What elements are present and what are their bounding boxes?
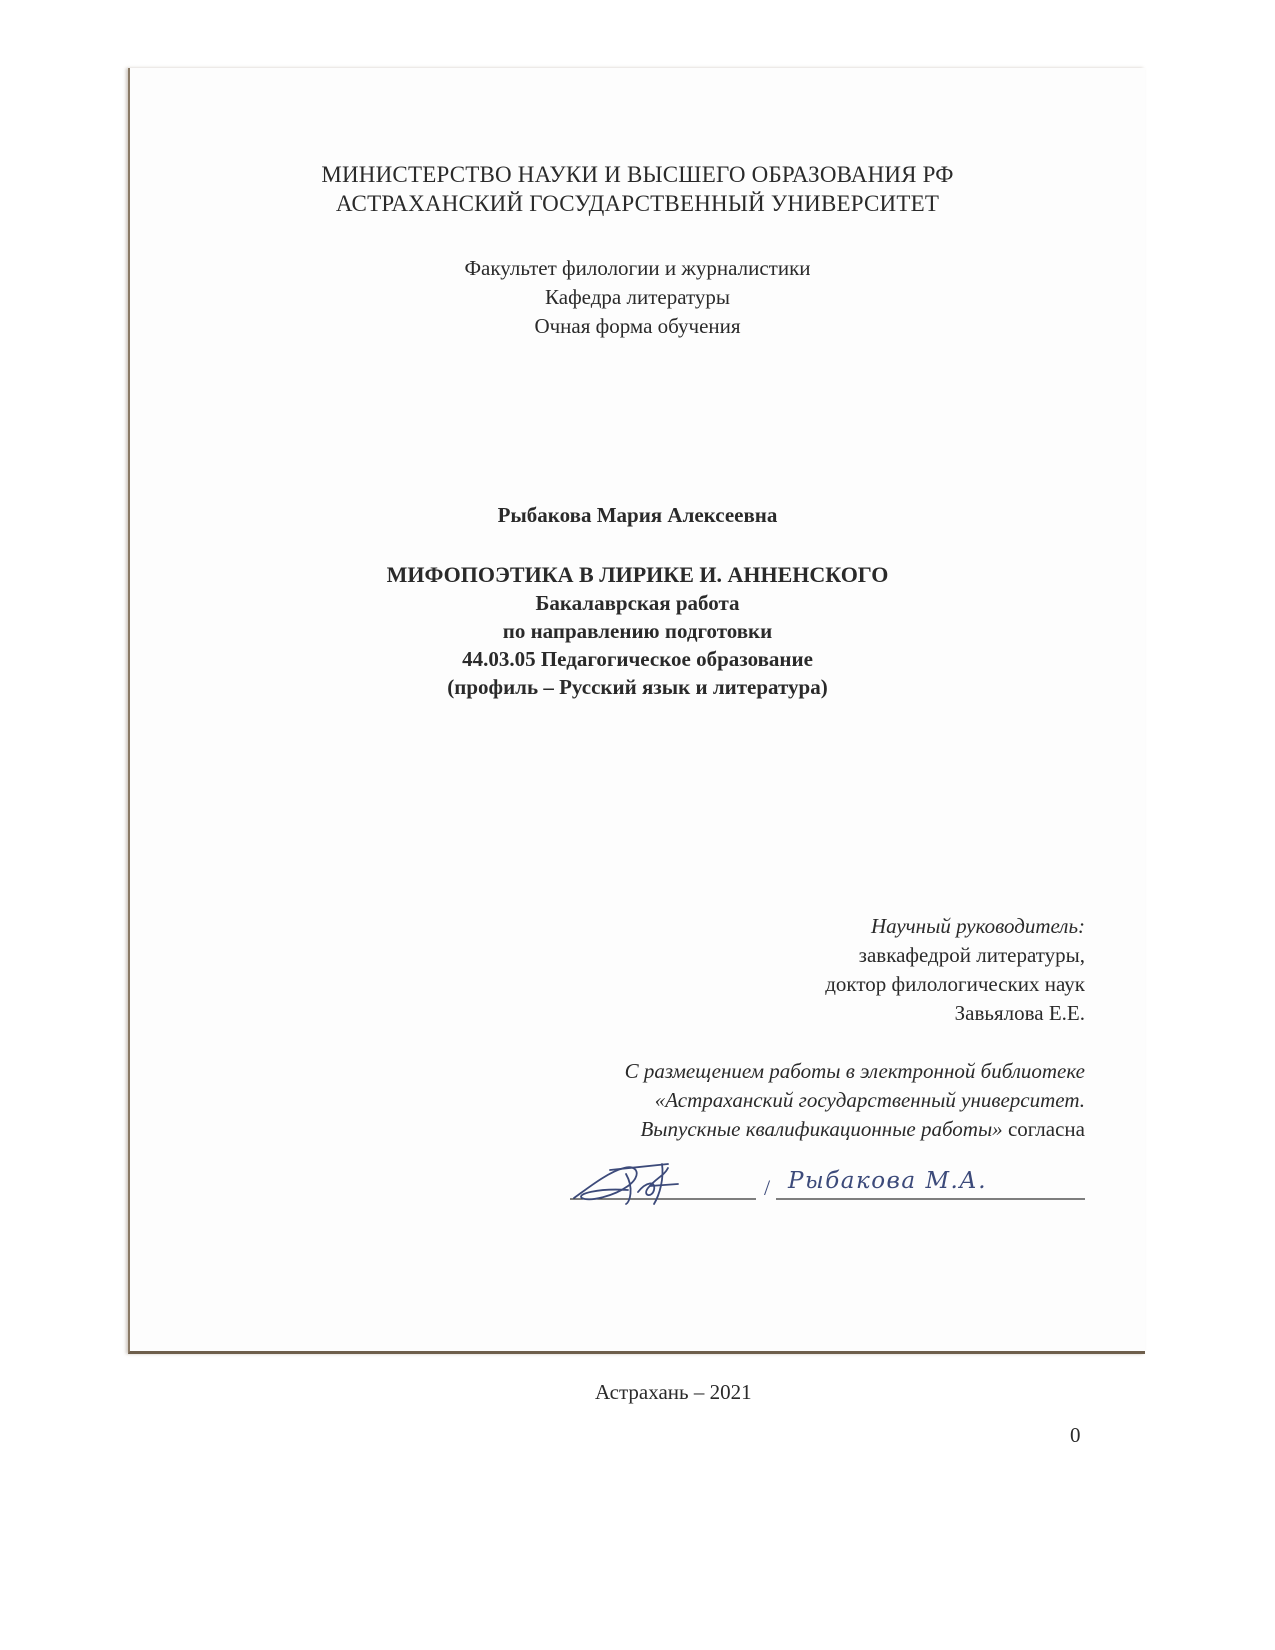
consent-line-1: С размещением работы в электронной библиотеке (624, 1059, 1085, 1083)
supervisor-name: Завьялова Е.Е. (954, 1001, 1085, 1025)
work-type: Бакалаврская работа (535, 591, 740, 615)
handwritten-name: Рыбакова М.А. (788, 1168, 988, 1194)
work-title: МИФОПОЭТИКА В ЛИРИКЕ И. АННЕНСКОГО (386, 562, 889, 587)
direction-code: 44.03.05 Педагогическое образование (462, 647, 813, 671)
study-form: Очная форма обучения (534, 314, 741, 338)
profile: (профиль – Русский язык и литература) (447, 675, 828, 699)
supervisor-block (825, 912, 1085, 1028)
page-number: 0 (1070, 1423, 1081, 1447)
work-title-block (0, 561, 1275, 701)
author-name: Рыбакова Мария Алексеевна (497, 503, 778, 527)
direction-label: по направлению подготовки (502, 619, 773, 643)
consent-line-3-italic: Выпускные квалификационные работы» (640, 1117, 1003, 1141)
department-name: Кафедра литературы (545, 285, 730, 309)
signature-row (568, 1158, 1085, 1206)
consent-line-3-plain: согласна (1002, 1117, 1085, 1141)
university-name: АСТРАХАНСКИЙ ГОСУДАРСТВЕННЫЙ УНИВЕРСИТЕТ (335, 191, 940, 216)
supervisor-degree: доктор филологических наук (825, 972, 1085, 996)
consent-line-2: «Астраханский государственный университет. (654, 1088, 1085, 1112)
institution-header (0, 160, 1275, 218)
supervisor-position: завкафедрой литературы, (858, 943, 1085, 967)
faculty-name: Факультет филологии и журналистики (464, 256, 811, 280)
signature-scribble (574, 1164, 678, 1204)
consent-block (625, 1057, 1085, 1144)
supervisor-label: Научный руководитель: (870, 914, 1085, 938)
city-year: Астрахань – 2021 (595, 1380, 752, 1404)
signature-graphic (568, 1158, 1085, 1206)
faculty-info (0, 254, 1275, 341)
consent-line-3 (625, 1115, 1085, 1144)
signature-separator: / (764, 1175, 771, 1200)
ministry-name: МИНИСТЕРСТВО НАУКИ И ВЫСШЕГО ОБРАЗОВАНИЯ РФ (321, 162, 954, 187)
